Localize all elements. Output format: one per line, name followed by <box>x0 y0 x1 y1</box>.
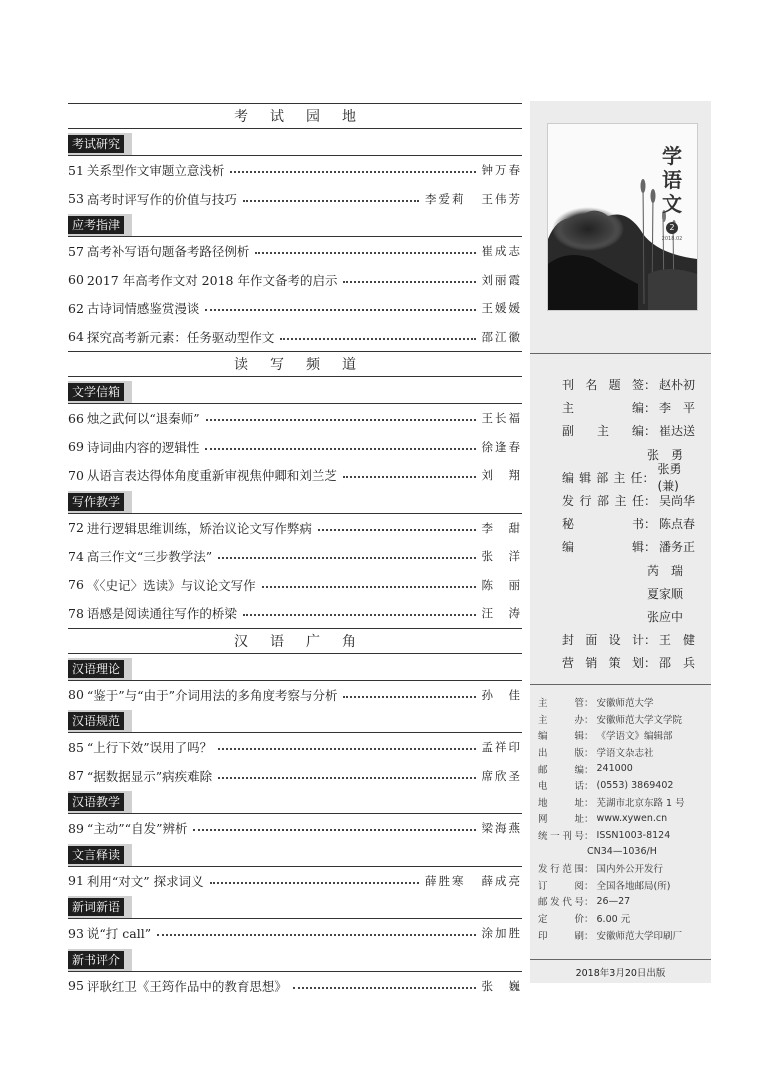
category-label <box>68 896 522 919</box>
staff-row <box>562 373 702 396</box>
article-title: 探究高考新元素：任务驱动型作文 <box>86 329 275 345</box>
pub-row <box>538 877 708 894</box>
colon: ： <box>584 764 594 776</box>
staff-row <box>562 419 702 442</box>
dot-leader <box>157 934 475 936</box>
author-name: 李 甜 <box>481 520 522 535</box>
divider <box>530 353 711 354</box>
staff-name: 张应中 <box>647 609 684 624</box>
staff-label: 副主编 <box>562 424 644 439</box>
divider <box>530 959 711 960</box>
page-number: 80 <box>68 687 84 703</box>
pub-row <box>538 926 708 943</box>
author-name: 薛成亮 <box>481 873 522 888</box>
toc-entry <box>68 323 522 352</box>
category-name: 应考指津 <box>68 216 124 234</box>
toc-entry <box>68 266 522 295</box>
dot-leader <box>243 200 419 202</box>
colon: ： <box>644 540 657 555</box>
article-title: 高三作文“三步教学法” <box>86 549 213 565</box>
toc-entry <box>68 156 522 185</box>
category-label <box>68 791 522 814</box>
colon: ： <box>584 698 594 710</box>
toc-entry <box>68 867 522 896</box>
author-name: 崔成志 <box>481 244 522 259</box>
staff-row <box>562 605 702 628</box>
staff-name: 赵朴初 <box>659 378 696 393</box>
publication-info <box>538 694 708 943</box>
pub-label: 编辑 <box>538 731 584 743</box>
page-number: 69 <box>68 439 84 455</box>
author-name: 钟万春 <box>481 163 522 178</box>
article-title: 高考补写语句题备考路径例析 <box>86 244 250 260</box>
pub-label: 电话 <box>538 781 584 793</box>
staff-row <box>562 651 702 674</box>
pub-value: (0553) 3869402 <box>596 779 674 791</box>
section-header: 汉语广角 <box>68 628 522 654</box>
author-name: 涂加胜 <box>481 926 522 941</box>
pub-label: 邮编 <box>538 764 584 776</box>
page-number: 89 <box>68 820 84 836</box>
author-name: 刘丽霞 <box>481 272 522 287</box>
cover-thumbnail <box>547 123 698 311</box>
page-number: 57 <box>68 243 84 259</box>
staff-label: 主编 <box>562 401 644 416</box>
colon: ： <box>644 656 657 671</box>
toc-entry <box>68 514 522 543</box>
colon: ： <box>584 897 594 909</box>
pub-label: 印刷 <box>538 930 584 942</box>
page-number: 78 <box>68 605 84 621</box>
section-header: 考试园地 <box>68 103 522 129</box>
colon: ： <box>644 424 657 439</box>
colon: ： <box>644 517 657 532</box>
page-number: 95 <box>68 978 84 994</box>
toc-entry <box>68 461 522 490</box>
category-label <box>68 381 522 404</box>
colon: ： <box>644 401 657 416</box>
dot-leader <box>193 829 475 831</box>
colon: ： <box>642 470 655 485</box>
pub-value: 安徽师范大学 <box>596 698 654 710</box>
author-name: 王伟芳 <box>481 191 522 206</box>
section-header: 读写频道 <box>68 351 522 377</box>
cover-code: 2018.02 <box>661 236 683 242</box>
page-number: 60 <box>68 272 84 288</box>
pub-value: ISSN1003-8124 <box>596 829 671 841</box>
pub-value: 国内外公开发行 <box>596 864 664 876</box>
dot-leader <box>206 419 476 421</box>
toc-entry <box>68 599 522 628</box>
pub-label: 主管 <box>538 698 584 710</box>
staff-row <box>562 628 702 651</box>
pub-value: 安徽师范大学文学院 <box>596 714 683 726</box>
page-number: 91 <box>68 873 84 889</box>
toc-entry <box>68 733 522 762</box>
article-title: “鉴于”与“由于”介词用法的多角度考察与分析 <box>86 687 338 703</box>
page-number: 64 <box>68 329 84 345</box>
article-title: 烛之武何以“退秦师” <box>86 411 200 427</box>
page-number: 93 <box>68 925 84 941</box>
pub-value: 6.00 元 <box>596 914 631 926</box>
page-number: 51 <box>68 162 84 178</box>
article-title: 古诗词情感鉴赏漫谈 <box>86 301 200 317</box>
page-number: 85 <box>68 739 84 755</box>
staff-label: 秘书 <box>562 517 644 532</box>
pub-label: 订阅 <box>538 880 584 892</box>
category-label <box>68 710 522 733</box>
dot-leader <box>255 252 475 254</box>
article-title: 利用“对文” 探求词义 <box>86 873 204 889</box>
staff-name: 邵 兵 <box>659 656 696 671</box>
author-name: 张 洋 <box>481 549 522 564</box>
pub-row <box>538 777 708 794</box>
pub-label: 出版 <box>538 748 584 760</box>
page-number: 70 <box>68 467 84 483</box>
category-name: 文言释读 <box>68 846 124 864</box>
article-title: 说“打 call” <box>86 926 152 942</box>
article-title: “上行下效”误用了吗？ <box>86 740 213 756</box>
pub-value: 学语文杂志社 <box>596 748 654 760</box>
toc-entry <box>68 237 522 266</box>
dot-leader <box>318 529 476 531</box>
toc-entry <box>68 185 522 214</box>
toc-entry <box>68 294 522 323</box>
staff-row <box>562 535 702 558</box>
pub-row <box>538 860 708 877</box>
colon: ： <box>584 714 594 726</box>
staff-row <box>562 489 702 512</box>
dot-leader <box>218 748 475 750</box>
author-name: 汪 涛 <box>481 606 522 621</box>
author-name: 李爱莉 <box>425 191 466 206</box>
page-number: 66 <box>68 410 84 426</box>
page-number: 87 <box>68 768 84 784</box>
colon: ： <box>644 378 657 393</box>
toc-entry <box>68 919 522 948</box>
staff-name: 吴尚华 <box>659 494 696 509</box>
colon: ： <box>584 880 594 892</box>
pub-row <box>538 760 708 777</box>
article-title: “据数据显示”病疾难除 <box>86 768 213 784</box>
pub-row <box>538 843 708 860</box>
category-name: 文学信箱 <box>68 383 124 401</box>
cover-title: 学语文 <box>662 144 682 216</box>
author-name: 张 巍 <box>481 978 522 993</box>
divider <box>530 684 711 685</box>
colon: ： <box>584 914 594 926</box>
pub-value: 全国各地邮局(所) <box>596 880 671 892</box>
pub-row <box>538 827 708 844</box>
article-title: 2017 年高考作文对 2018 年作文备考的启示 <box>86 272 338 288</box>
toc-entry <box>68 404 522 433</box>
category-name: 新书评介 <box>68 951 124 969</box>
colon: ： <box>584 797 594 809</box>
page-number: 76 <box>68 577 84 593</box>
page-number: 74 <box>68 548 84 564</box>
staff-row <box>562 462 702 494</box>
toc-entry <box>68 681 522 710</box>
article-title: 进行逻辑思维训练，矫治议论文写作弊病 <box>86 520 312 536</box>
author-name: 孟祥印 <box>481 740 522 755</box>
staff-name: 潘务正 <box>659 540 696 555</box>
pub-label: 发行范围 <box>538 864 584 876</box>
article-title: 诗词曲内容的逻辑性 <box>86 439 200 455</box>
staff-name: 陈点春 <box>659 517 696 532</box>
article-title: “主动”“自发”辨析 <box>86 821 188 837</box>
author-name: 陈 丽 <box>481 577 522 592</box>
staff-name: 张勇(兼) <box>657 462 682 494</box>
colon: ： <box>584 814 594 826</box>
category-label <box>68 491 522 514</box>
dot-leader <box>218 557 475 559</box>
staff-name: 王 健 <box>659 633 696 648</box>
article-title: 关系型作文审题立意浅析 <box>86 163 225 179</box>
staff-row <box>562 396 702 419</box>
category-label <box>68 949 522 972</box>
staff-label: 发行部主任 <box>562 494 644 509</box>
category-label <box>68 133 522 156</box>
staff-label: 封面设计 <box>562 633 644 648</box>
colon: ： <box>584 831 594 843</box>
pub-row <box>538 810 708 827</box>
author-name: 薛胜寒 <box>425 873 466 888</box>
pub-value: 安徽师范大学印刷厂 <box>596 930 683 942</box>
toc-entry <box>68 972 522 1001</box>
colon: ： <box>584 748 594 760</box>
pub-row <box>538 711 708 728</box>
staff-row <box>562 512 702 535</box>
table-of-contents <box>68 103 522 1000</box>
staff-label: 刊名题签 <box>562 378 644 393</box>
page-number: 72 <box>68 520 84 536</box>
colon: ： <box>644 633 657 648</box>
colon: ： <box>584 781 594 793</box>
pub-value: 241000 <box>596 763 633 775</box>
dot-leader <box>343 476 476 478</box>
staff-row <box>562 582 702 605</box>
dot-leader <box>343 696 475 698</box>
toc-entry <box>68 571 522 600</box>
category-name: 汉语理论 <box>68 660 124 678</box>
category-name: 写作教学 <box>68 493 124 511</box>
article-title: 语感是阅读通往写作的桥梁 <box>86 606 237 622</box>
pub-value: CN34—1036/H <box>587 846 657 858</box>
category-name: 新词新语 <box>68 898 124 916</box>
pub-label: 地址 <box>538 797 584 809</box>
staff-name: 崔达送 <box>659 424 696 439</box>
page-number: 53 <box>68 191 84 207</box>
pub-row <box>538 727 708 744</box>
author-name: 刘 翔 <box>481 468 522 483</box>
dot-leader <box>210 882 419 884</box>
staff-label: 营销策划 <box>562 656 644 671</box>
author-name: 徐逢春 <box>481 439 522 454</box>
staff-label: 编辑部主任 <box>562 470 643 485</box>
pub-label: 定价 <box>538 914 584 926</box>
editorial-staff <box>562 373 702 674</box>
staff-name: 张 勇 <box>647 447 684 462</box>
staff-row <box>562 559 702 582</box>
author-name: 王长福 <box>481 411 522 426</box>
dot-leader <box>218 777 475 779</box>
category-name: 汉语教学 <box>68 793 124 811</box>
staff-name: 夏家顺 <box>647 586 684 601</box>
dot-leader <box>243 614 476 616</box>
pub-row <box>538 794 708 811</box>
article-title: 评耿红卫《王筠作品中的教育思想》 <box>86 978 287 994</box>
pub-row <box>538 744 708 761</box>
toc-entry <box>68 433 522 462</box>
colon: ： <box>644 494 657 509</box>
pub-row <box>538 910 708 927</box>
staff-name: 芮 瑞 <box>647 563 684 578</box>
article-title: 从语言表达得体角度重新审视焦仲卿和刘兰芝 <box>86 468 337 484</box>
dot-leader <box>293 987 476 989</box>
category-label <box>68 844 522 867</box>
author-name: 王媛媛 <box>481 301 522 316</box>
category-name: 考试研究 <box>68 135 124 153</box>
dot-leader <box>230 171 475 173</box>
author-name: 梁海燕 <box>481 821 522 836</box>
dot-leader <box>280 338 475 340</box>
author-name: 席欣圣 <box>481 768 522 783</box>
pub-value: www.xywen.cn <box>596 812 668 824</box>
category-label <box>68 214 522 237</box>
colon: ： <box>584 864 594 876</box>
category-label <box>68 658 522 681</box>
colon: ： <box>584 930 594 942</box>
masthead-panel <box>530 101 711 983</box>
pub-value: 26—27 <box>596 895 631 907</box>
dot-leader <box>343 281 475 283</box>
pub-label: 主办 <box>538 714 584 726</box>
colon: ： <box>584 731 594 743</box>
pub-value: 芜湖市北京东路 1 号 <box>596 797 685 809</box>
staff-name: 李 平 <box>659 401 696 416</box>
article-title: 《〈史记〉选读》与议论文写作 <box>86 577 256 593</box>
article-title: 高考时评写作的价值与技巧 <box>86 191 237 207</box>
issue-badge: 2 <box>666 222 678 234</box>
pub-row <box>538 893 708 910</box>
author-name: 孙 佳 <box>481 687 522 702</box>
staff-label: 编辑 <box>562 540 644 555</box>
pub-label: 网址 <box>538 814 584 826</box>
author-name: 邵江徽 <box>481 329 522 344</box>
category-name: 汉语规范 <box>68 712 124 730</box>
dot-leader <box>205 309 475 311</box>
toc-entry <box>68 814 522 843</box>
pub-value: 《学语文》编辑部 <box>596 731 673 743</box>
dot-leader <box>205 448 475 450</box>
toc-entry <box>68 762 522 791</box>
dot-leader <box>262 586 476 588</box>
toc-entry <box>68 542 522 571</box>
pub-label: 统一刊号 <box>538 831 584 843</box>
publication-date: 2018年3月20日出版 <box>575 968 666 979</box>
pub-label: 邮发代号 <box>538 897 584 909</box>
page-number: 62 <box>68 300 84 316</box>
pub-row <box>538 694 708 711</box>
